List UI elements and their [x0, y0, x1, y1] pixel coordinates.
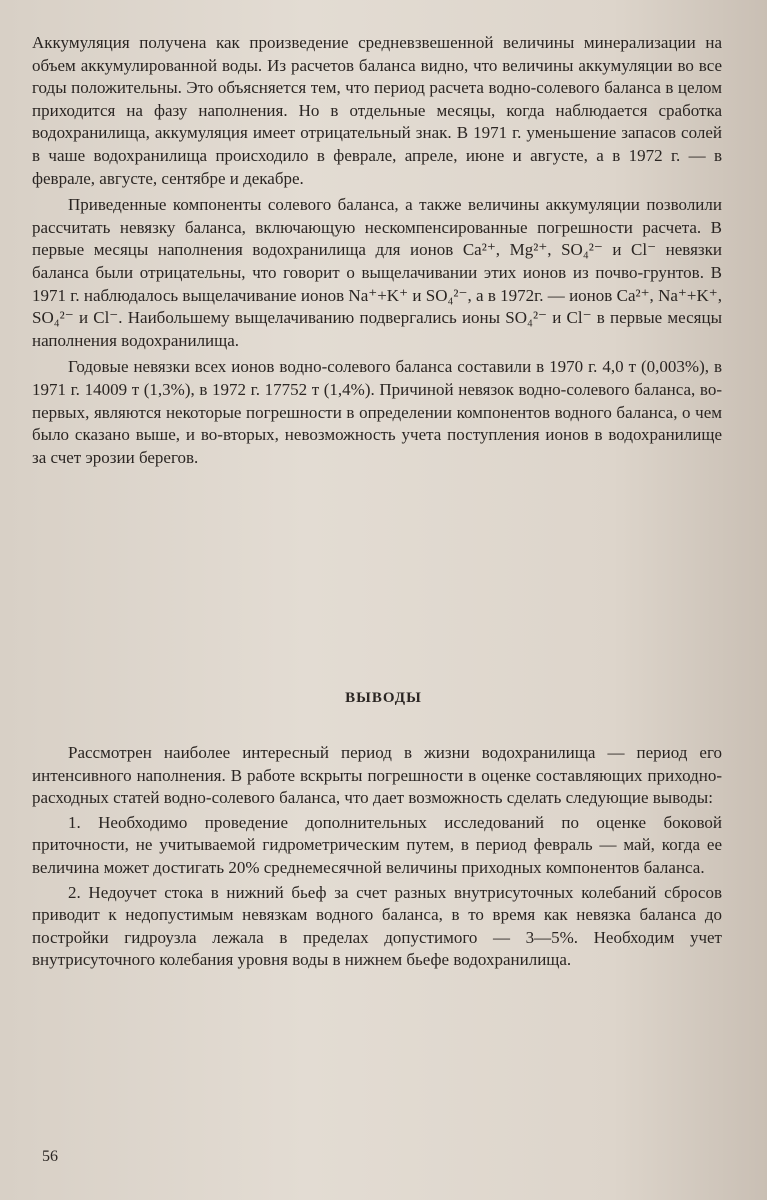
paragraph-accumulation: Аккумуляция получена как произведение средневзвешенной величины минерализации на объем аккумулированной воды. Из расчетов баланса видно, что величины аккумуляции во все годы положительны. Это объясняется тем, что период расчета водно-солевого баланса в целом приходится на фазу наполнения. Но в отдельные месяцы, когда наблюдается сработка водохранилища, аккумуляция имеет отрицательный знак. В 1971 г. уменьшение запасов солей в чаше водохранилища происходило в феврале, апреле, июне и августе, а в 1972 г. — в феврале, августе, сентябре и декабре. — [32, 33, 722, 188]
paragraph-salt-balance: Приведенные компоненты солевого баланса, а также величины аккумуляции позволили рассчитать невязку баланса, включающую нескомпенсированные погрешности расчета. В первые месяцы наполнения водохранилища для ионов Ca²⁺, Mg²⁺, SO₄²⁻ и Cl⁻ невязки баланса были отрицательны, что говорит о выщелачивании этих ионов из почво-грунтов. В 1971 г. наблюдалось выщелачивание ионов Na⁺+K⁺ и SO₄²⁻, а в 1972г. — ионов Ca²⁺, Na⁺+K⁺, SO₄²⁻ и Cl⁻. Наибольшему выщелачиванию подвергались ионы SO₄²⁻ и Cl⁻ в первые месяцы наполнения водохранилища. — [32, 195, 722, 350]
conclusions-intro: Рассмотрен наиболее интересный период в жизни водохранилища — период его интенсивного наполнения. В работе вскрыты погрешности в оценке составляющих приходно-расходных статей водно-солевого баланса, что дает возможность сделать следующие выводы: — [32, 743, 722, 808]
conclusions-block — [32, 742, 722, 972]
paragraph-annual-residuals: Годовые невязки всех ионов водно-солевого баланса составили в 1970 г. 4,0 т (0,003%), в 1971 г. 14009 т (1,3%), в 1972 г. 17752 т (1,4%). Причиной невязок водно-солевого баланса, во-первых, являются некоторые погрешности в определении компонентов водного баланса, о чем было сказано выше, и во-вторых, невозможность учета поступления ионов в водохранилище за счет эрозии берегов. — [32, 357, 722, 467]
body-text — [32, 32, 722, 469]
section-heading: ВЫВОДЫ — [345, 690, 422, 706]
conclusion-item-1: 1. Необходимо проведение дополнительных исследований по оценке боковой приточности, не учитываемой гидрометрическим путем, в период февраль — май, когда ее величина может достигать 20% среднемесячной величины приходных компонентов баланса. — [32, 812, 722, 877]
page-number: 56 — [42, 1148, 58, 1165]
conclusion-item-2: 2. Недоучет стока в нижний бьеф за счет разных внутрисуточных колебаний сбросов приводит к недопустимым невязкам водного баланса, в то время как невязка баланса до постройки гидроузла лежала в пределах допустимого — 3—5%. Необходим учет внутрисуточного колебания уровня воды в нижнем бьефе водохранилища. — [32, 882, 722, 970]
